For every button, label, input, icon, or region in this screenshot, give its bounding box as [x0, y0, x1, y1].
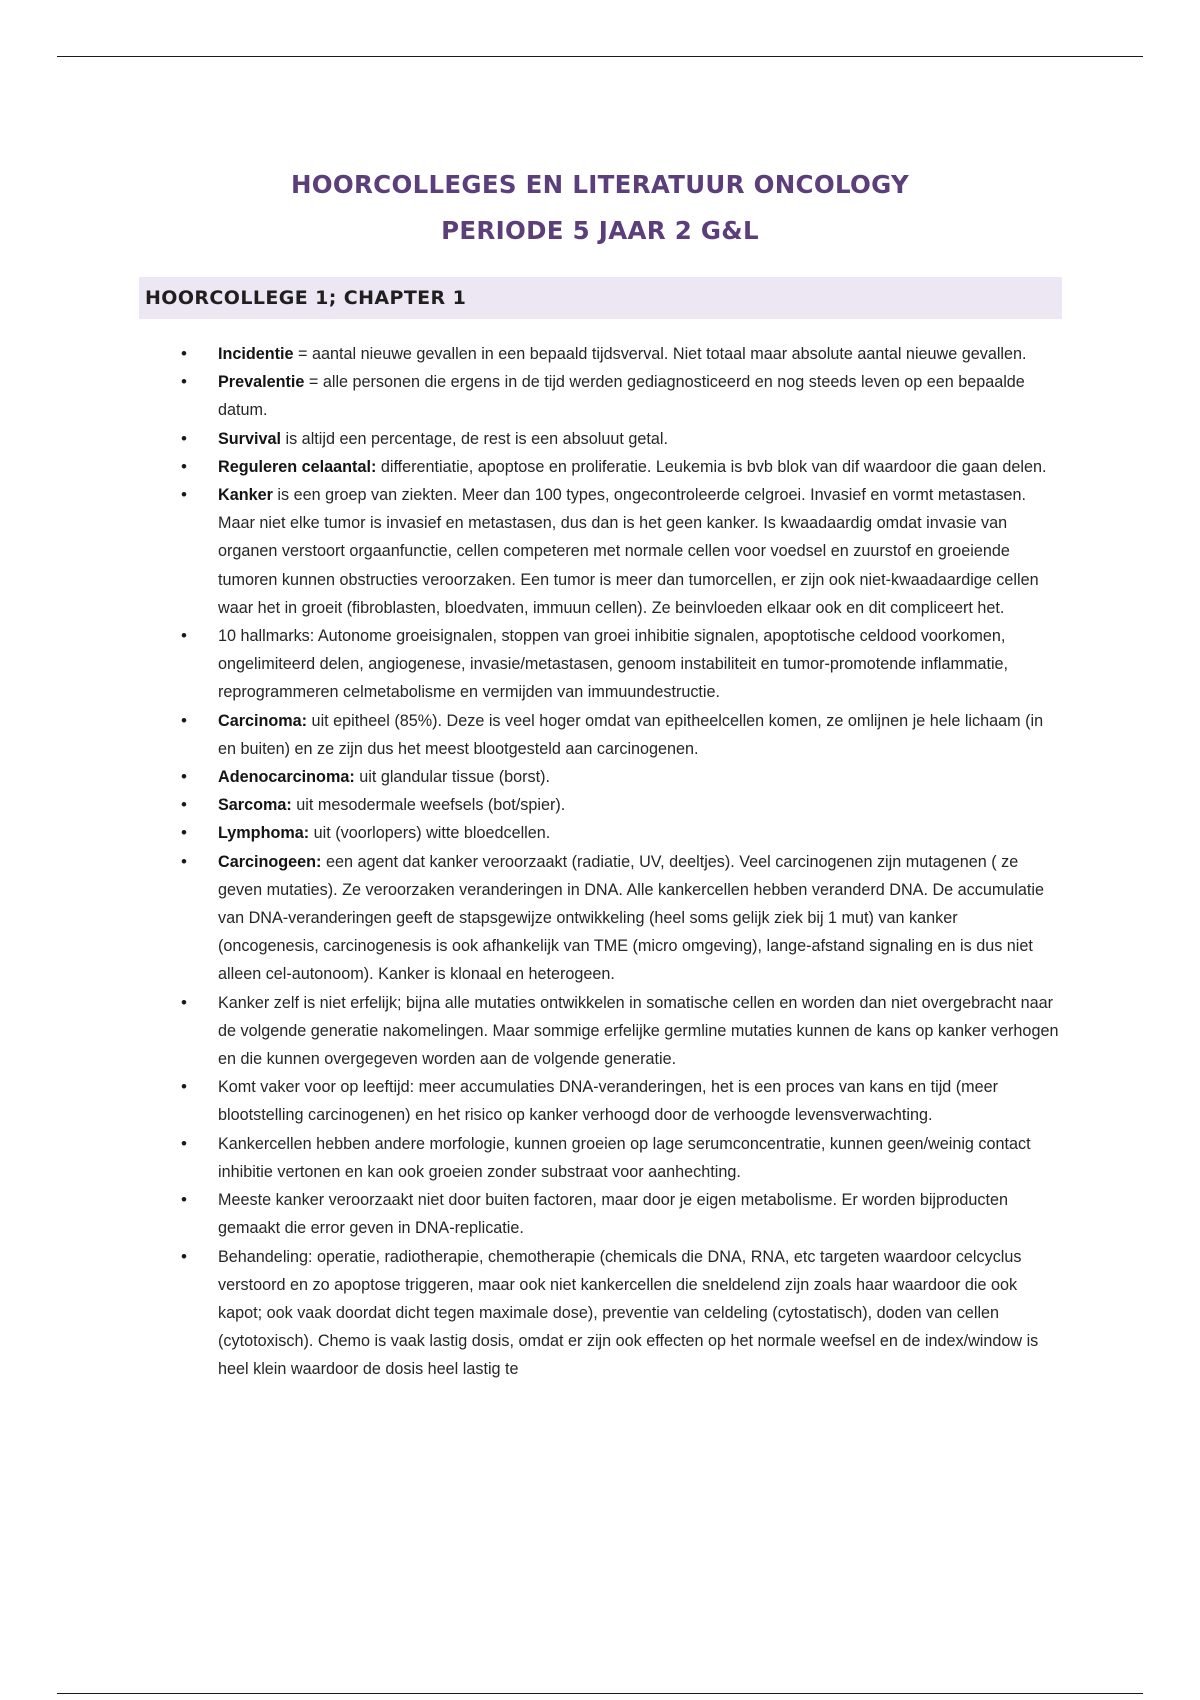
- bullet-text: differentiatie, apoptose en proliferatie. Leukemia is bvb blok van dif waardoor die gaan delen.: [376, 457, 1047, 476]
- bullet-text: uit glandular tissue (borst).: [354, 768, 550, 787]
- list-item: [0, 1073, 1200, 1129]
- bullet-text: uit (voorlopers) witte bloedcellen.: [309, 824, 551, 843]
- bullet-term: Incidentie: [218, 345, 294, 363]
- document-title: HOORCOLLEGES EN LITERATUUR ONCOLOGY: [290, 170, 910, 199]
- bullet-text: een agent dat kanker veroorzaakt (radiatie, UV, deeltjes). Veel carcinogenen zijn mutagenen ( ze geven mutaties). Ze veroorzaken veranderingen in DNA. Alle kankercellen hebben veranderd DNA. De accumulatie van DNA-veranderingen geeft de stapsgewijze ontwikkeling (heel soms gelijk ziek bij 1 mut) van kanker (oncogenesis, carcinogenesis is ook afhankelijk van TME (micro omgeving), lange-afstand signaling en is dus niet alleen cel-autonoom). Kanker is klonaal en heterogeen.: [218, 852, 1045, 984]
- bullet-text: uit epitheel (85%). Deze is veel hoger omdat van epitheelcellen komen, ze omlijnen je hele lichaam (in en buiten) en ze zijn dus het meest blootgesteld aan carcinogenen.: [218, 711, 1044, 758]
- bullet-text: = aantal nieuwe gevallen in een bepaald tijdsverval. Niet totaal maar absolute aantal nieuwe gevallen.: [293, 345, 1027, 363]
- bullet-list: [0, 340, 1200, 1384]
- bullet-text: 10 hallmarks: Autonome groeisignalen, stoppen van groei inhibitie signalen, apoptotische celdood voorkomen, ongelimiteerd delen, angiogenese, invasie/metastasen, genoom instabiliteit en tumor-promotende inflammatie, reprogrammeren celmetabolisme en vermijden van immuundestructie.: [218, 627, 1009, 702]
- bullet-text: Meeste kanker veroorzaakt niet door buiten factoren, maar door je eigen metabolisme. Er worden bijproducten gemaakt die error geven in DNA-replicatie.: [218, 1191, 1009, 1238]
- bullet-term: Carcinogeen:: [218, 852, 322, 871]
- list-item: [0, 1130, 1200, 1186]
- header-rule: [57, 56, 1143, 57]
- bullet-text: is altijd een percentage, de rest is een absoluut getal.: [281, 429, 668, 448]
- list-item: [0, 1243, 1200, 1384]
- list-item: [0, 763, 1200, 791]
- bullet-text: Kanker zelf is niet erfelijk; bijna alle mutaties ontwikkelen in somatische cellen en worden dan niet overgebracht naar de volgende generatie nakomelingen. Maar sommige erfelijke germline mutaties kunnen de kans op kanker verhogen en die kunnen overgegeven worden aan de volgende generatie.: [218, 993, 1059, 1069]
- bullet-term: Survival: [218, 429, 281, 448]
- list-item: [0, 707, 1200, 763]
- bullet-term: Reguleren celaantal:: [218, 457, 377, 476]
- section-heading: HOORCOLLEGE 1; CHAPTER 1: [139, 277, 1062, 319]
- bullet-term: Sarcoma:: [218, 796, 292, 815]
- bullet-text: = alle personen die ergens in de tijd werden gediagnosticeerd en nog steeds leven op een bepaalde datum.: [218, 373, 1025, 420]
- list-item: [0, 368, 1200, 424]
- list-item: [0, 622, 1200, 707]
- list-item: [0, 848, 1200, 989]
- bullet-term: Kanker: [218, 486, 273, 505]
- list-item: [0, 453, 1200, 481]
- footer-rule: [57, 1693, 1143, 1694]
- bullet-text: Behandeling: operatie, radiotherapie, chemotherapie (chemicals die DNA, RNA, etc targeten waardoor celcyclus verstoord en zo apoptose triggeren, maar ook niet kankercellen die sneldelend zijn zoals haar waardoor die ook kapot; ook vaak doordat dicht tegen maximale dose), preventie van celdeling (cytostatisch), doden van cellen (cytotoxisch). Chemo is vaak lastig dosis, omdat er zijn ook effecten op het normale weefsel en de index/window is heel klein waardoor de dosis heel lastig te: [218, 1247, 1039, 1379]
- list-item: [0, 340, 1200, 368]
- bullet-text: uit mesodermale weefsels (bot/spier).: [291, 796, 566, 815]
- bullet-term: Lymphoma:: [218, 824, 310, 843]
- bullet-text: Kankercellen hebben andere morfologie, kunnen groeien op lage serumconcentratie, kunnen geen/weinig contact inhibitie vertonen en kan ook groeien zonder substraat voor aanhechting.: [218, 1134, 1031, 1181]
- bullet-term: Prevalentie: [218, 373, 305, 392]
- list-item: [0, 819, 1200, 847]
- bullet-text: Komt vaker voor op leeftijd: meer accumulaties DNA-veranderingen, het is een proces van kans en tijd (meer blootstelling carcinogenen) en het risico op kanker verhoogd door de verhoogde levensverwachting.: [218, 1078, 999, 1125]
- bullet-term: Carcinoma:: [218, 711, 308, 730]
- list-item: [0, 1186, 1200, 1242]
- list-item: [0, 989, 1200, 1074]
- bullet-term: Adenocarcinoma:: [218, 768, 355, 787]
- list-item: [0, 481, 1200, 622]
- document-subtitle: PERIODE 5 JAAR 2 G&L: [441, 216, 759, 245]
- list-item: [0, 791, 1200, 819]
- bullet-text: is een groep van ziekten. Meer dan 100 types, ongecontroleerde celgroei. Invasief en vormt metastasen. Maar niet elke tumor is invasief en metastasen, dus dan is het geen kanker. Is kwaadaardig omdat invasie van organen verstoort orgaanfunctie, cellen competeren met normale cellen voor voedsel en zuurstof en groeiende tumoren kunnen obstructies veroorzaken. Een tumor is meer dan tumorcellen, er zijn ook niet-kwaadaardige cellen waar het in groeit (fibroblasten, bloedvaten, immuun cellen). Ze beinvloeden elkaar ook en dit compliceert het.: [218, 486, 1039, 617]
- list-item: [0, 425, 1200, 453]
